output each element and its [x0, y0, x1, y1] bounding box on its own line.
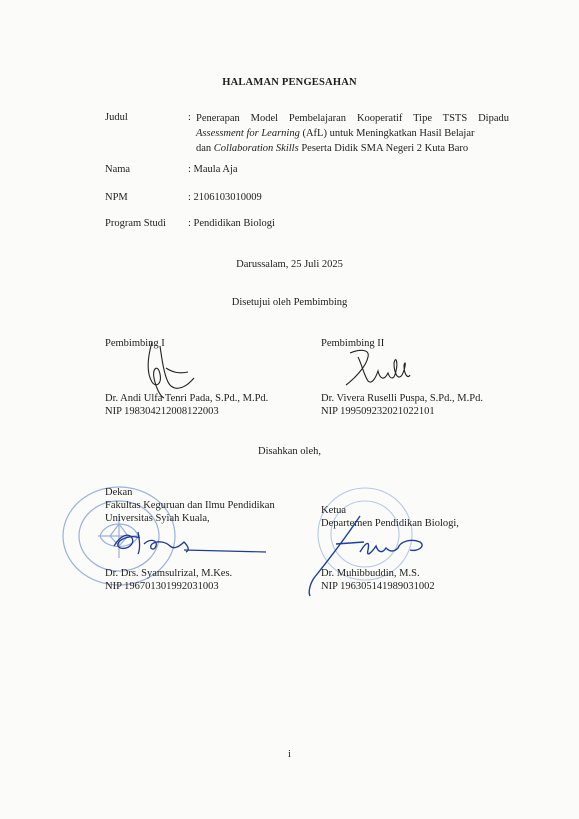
judul-line-1: Penerapan Model Pembelajaran Kooperatif Tipe TSTS Dipadu	[196, 113, 509, 124]
supervisor2-name: Dr. Vivera Ruselli Puspa, S.Pd., M.Pd.	[321, 393, 483, 404]
place-date: Darussalam, 25 Juli 2025	[236, 259, 343, 270]
judul-line-3	[196, 141, 509, 156]
dean-unit-1: Fakultas Keguruan dan Ilmu Pendidikan	[105, 500, 275, 511]
dean-signature	[110, 528, 268, 556]
supervisor2-nip: NIP 199509232021022101	[321, 406, 435, 417]
judul-label: Judul	[105, 112, 128, 123]
nama-label: Nama	[105, 164, 131, 175]
nama-value: : Maula Aja	[188, 164, 238, 175]
dean-name: Dr. Drs. Syamsulrizal, M.Kes.	[105, 568, 233, 579]
supervisor1-nip: NIP 198304212008122003	[105, 406, 219, 417]
judul-line-2-rest: (AfL) untuk Meningkatkan Hasil Belajar	[299, 128, 475, 139]
supervisor2-signature	[340, 345, 412, 391]
prodi-value: : Pendidikan Biologi	[188, 218, 275, 229]
dean-unit-2: Universitas Syiah Kuala,	[105, 513, 210, 524]
judul-line-3-italic: Collaboration Skills	[213, 143, 299, 154]
judul-line-3-pre: dan	[196, 143, 214, 154]
head-name: Dr. Muhibbuddin, M.S.	[321, 568, 420, 579]
head-nip: NIP 196305141989031002	[321, 581, 435, 592]
npm-label: NPM	[105, 192, 128, 203]
judul-line-2-italic: Assessment for Learning	[196, 128, 300, 139]
page-number: i	[288, 749, 291, 760]
supervisor1-signature	[138, 338, 200, 400]
head-role: Ketua	[321, 505, 347, 516]
page-title: HALAMAN PENGESAHAN	[222, 77, 357, 88]
judul-colon: :	[188, 112, 191, 123]
supervisor2-role: Pembimbing II	[321, 338, 385, 349]
judul-line-2	[196, 126, 509, 141]
approved-by: Disetujui oleh Pembimbing	[231, 297, 348, 308]
prodi-label: Program Studi	[105, 218, 166, 229]
npm-value: : 2106103010009	[188, 192, 262, 203]
supervisor1-name: Dr. Andi Ulfa Tenri Pada, S.Pd., M.Pd.	[105, 393, 269, 404]
dean-role: Dekan	[105, 487, 133, 498]
ratified-by: Disahkan oleh,	[258, 446, 321, 457]
head-unit: Departemen Pendidikan Biologi,	[321, 518, 459, 529]
judul-line-3-rest: Peserta Didik SMA Negeri 2 Kuta Baro	[298, 143, 469, 154]
dean-nip: NIP 196701301992031003	[105, 581, 219, 592]
supervisor1-role: Pembimbing I	[105, 338, 165, 349]
